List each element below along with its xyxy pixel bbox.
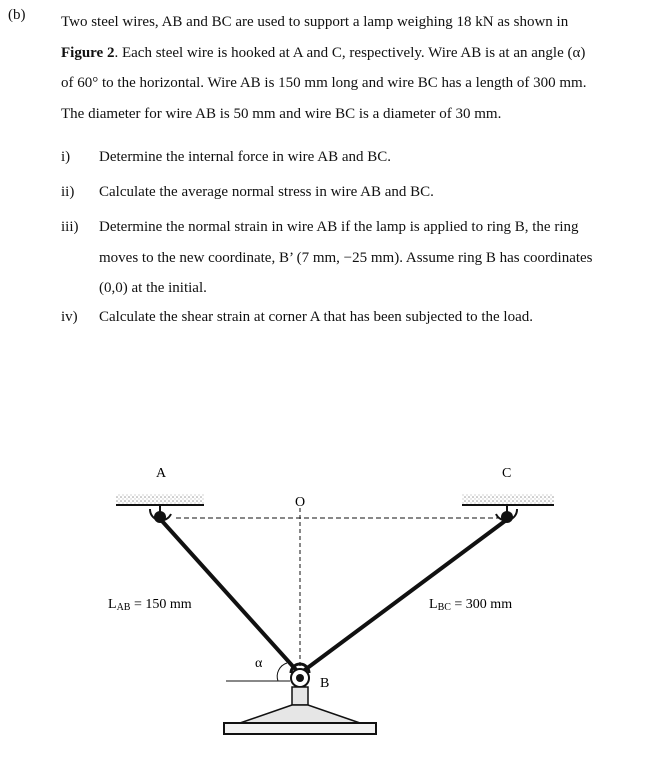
figure-reference: Figure 2	[61, 44, 115, 61]
lbc-sub: BC	[437, 602, 451, 613]
figure-2-diagram	[0, 440, 655, 768]
intro-line-3: of 60° to the horizontal. Wire AB is 150 mm long and wire BC has a length of 300 mm.	[61, 75, 587, 91]
problem-intro	[61, 7, 631, 129]
lbc-main: L	[429, 597, 438, 612]
question-number: iv)	[61, 309, 78, 325]
label-lbc	[429, 597, 512, 613]
lbc-value: = 300 mm	[450, 597, 513, 612]
label-b-point: B	[320, 676, 330, 691]
lab-sub: AB	[116, 602, 131, 613]
label-o: O	[295, 495, 306, 510]
intro-line-2	[61, 38, 631, 69]
lab-value: = 150 mm	[130, 597, 192, 612]
question-line: Determine the normal strain in wire AB if the lamp is applied to ring B, the ring	[99, 219, 579, 235]
intro-line-2-rest: . Each steel wire is hooked at A and C, respectively. Wire AB is at an angle (α)	[114, 44, 586, 61]
label-lab	[108, 597, 192, 613]
part-label: (b)	[8, 7, 26, 23]
question-text: Calculate the average normal stress in wire AB and BC.	[99, 184, 434, 200]
alpha-arc	[277, 663, 287, 681]
question-text: Calculate the shear strain at corner A that has been subjected to the load.	[99, 309, 534, 325]
lab-main: L	[108, 597, 117, 612]
question-number: i)	[61, 149, 71, 165]
intro-line-1: Two steel wires, AB and BC are used to support a lamp weighing 18 kN as shown in	[61, 14, 569, 30]
question-number: ii)	[61, 184, 75, 200]
label-c: C	[502, 466, 512, 481]
question-text: Determine the internal force in wire AB and BC.	[99, 149, 391, 165]
question-line: moves to the new coordinate, B’ (7 mm, −25 mm). Assume ring B has coordinates	[99, 249, 593, 266]
hook-c	[496, 505, 517, 523]
ring-b	[291, 664, 309, 687]
question-number: iii)	[61, 219, 79, 235]
label-alpha: α	[255, 656, 263, 671]
label-a: A	[156, 466, 167, 481]
question-text	[99, 212, 629, 304]
ceiling-support-c	[462, 494, 554, 505]
intro-line-4: The diameter for wire AB is 50 mm and wire BC is a diameter of 30 mm.	[61, 105, 502, 122]
hook-a	[150, 505, 171, 523]
lamp	[224, 687, 376, 734]
question-line: (0,0) at the initial.	[99, 280, 207, 296]
ceiling-support-a	[116, 494, 204, 505]
